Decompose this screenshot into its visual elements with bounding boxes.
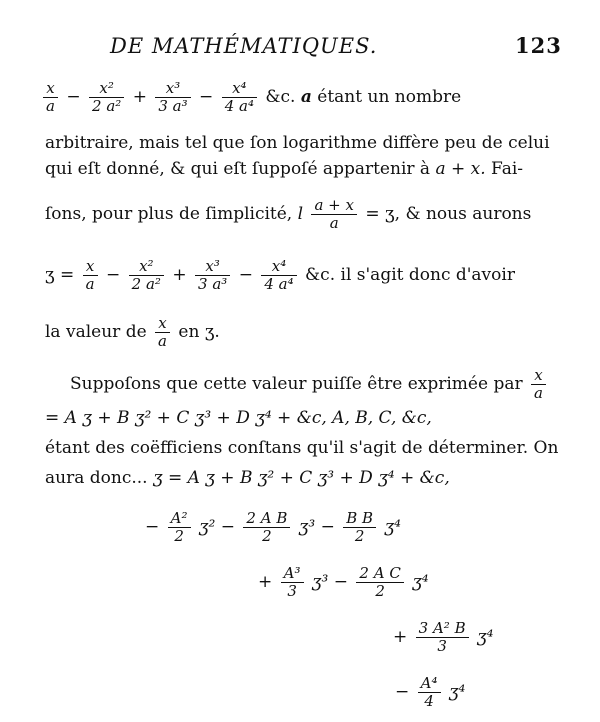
text: étant un nombre [317, 87, 462, 107]
text-line: qui eſt donné, & qui eſt ſuppoſé appartenir à a + x. Fai- [45, 159, 524, 179]
fraction: $\frac{\text{x²}}{\text{2 a²}}$ [89, 80, 124, 115]
text-line: arbitraire, mais tel que ſon logarithme diffère peu de celui [45, 133, 550, 153]
header-title: DE MATHÉMATIQUES. [110, 34, 378, 58]
equation-row: + $\frac{\text{A³}}{3}$ ʒ³ − $\frac{\text{2 A C}}{2}$ ʒ⁴ [258, 564, 429, 600]
var-a: a [300, 87, 312, 107]
fraction: $\frac{x}{a}$ [531, 367, 546, 402]
fraction: $\frac{x}{a}$ [155, 315, 170, 350]
fraction: $\frac{\text{x³}}{\text{3 a³}}$ [195, 258, 230, 293]
fraction: $\frac{x}{a}$ [43, 80, 58, 115]
text-line: ſons, pour plus de ſimplicité, l $\frac{a + x}{a}$ = ʒ, & nous aurons [45, 196, 532, 232]
fraction: $\frac{\text{A²}}{2}$ [168, 510, 191, 545]
text-line: aura donc... ʒ = A ʒ + B ʒ² + C ʒ³ + D ʒ⁴ + &c, [45, 468, 450, 488]
fraction: $\frac{\text{x⁴}}{\text{4 a⁴}}$ [222, 80, 257, 115]
equation-row: − $\frac{\text{A⁴}}{4}$ ʒ⁴ [395, 674, 466, 710]
series-line: ʒ = $\frac{x}{a}$ − $\frac{\text{x²}}{\text{2 a²}}$ + $\frac{\text{x³}}{\text{3 a³}}$ − $\frac{\text{x⁴}}{\text{4 a⁴}}$ &c. il s'agit donc d'avoir [45, 257, 515, 293]
fraction: $\frac{x}{a}$ [83, 258, 98, 293]
fraction: $\frac{\text{A⁴}}{4}$ [418, 675, 441, 710]
text-line: étant des coëfficiens conſtans qu'il s'agit de déterminer. On [45, 438, 559, 458]
fraction: $\frac{\text{A³}}{3}$ [281, 565, 304, 600]
fraction: $\frac{\text{2 A B}}{2}$ [243, 510, 290, 545]
expression: ʒ = A ʒ + B ʒ² + C ʒ³ + D ʒ⁴ + &c, [152, 468, 450, 488]
fraction: $\frac{\text{x⁴}}{\text{4 a⁴}}$ [261, 258, 296, 293]
expression-line: = A ʒ + B ʒ² + C ʒ³ + D ʒ⁴ + &c, A, B, C, &c, [45, 408, 432, 428]
fraction: $\frac{\text{x³}}{\text{3 a³}}$ [155, 80, 190, 115]
fraction: $\frac{\text{B B}}{2}$ [343, 510, 376, 545]
equation-row: − $\frac{\text{A²}}{2}$ ʒ² − $\frac{\text{2 A B}}{2}$ ʒ³ − $\frac{\text{B B}}{2}$ ʒ⁴ [145, 509, 401, 545]
expression: a + x. [435, 159, 486, 179]
text-line: Suppoſons que cette valeur puiſſe être exprimée par $\frac{x}{a}$ [70, 367, 549, 402]
text-line: la valeur de $\frac{x}{a}$ en ʒ. [45, 314, 220, 350]
running-header [110, 36, 377, 56]
fraction: $\frac{\text{2 A C}}{2}$ [356, 565, 403, 600]
etc-text: &c. [265, 87, 296, 107]
page-number: 123 [515, 33, 562, 58]
fraction: $\frac{a + x}{a}$ [311, 197, 357, 232]
series-line: $\frac{x}{a}$ − $\frac{\text{x²}}{\text{2 a²}}$ + $\frac{\text{x³}}{\text{3 a³}}$ − $\frac{\text{x⁴}}{\text{4 a⁴}}$ &c. a étant un nombre [40, 80, 461, 115]
fraction: $\frac{\text{x²}}{\text{2 a²}}$ [129, 258, 164, 293]
equation-row: + $\frac{\text{3 A² B}}{3}$ ʒ⁴ [393, 619, 494, 655]
fraction: $\frac{\text{3 A² B}}{3}$ [416, 620, 469, 655]
